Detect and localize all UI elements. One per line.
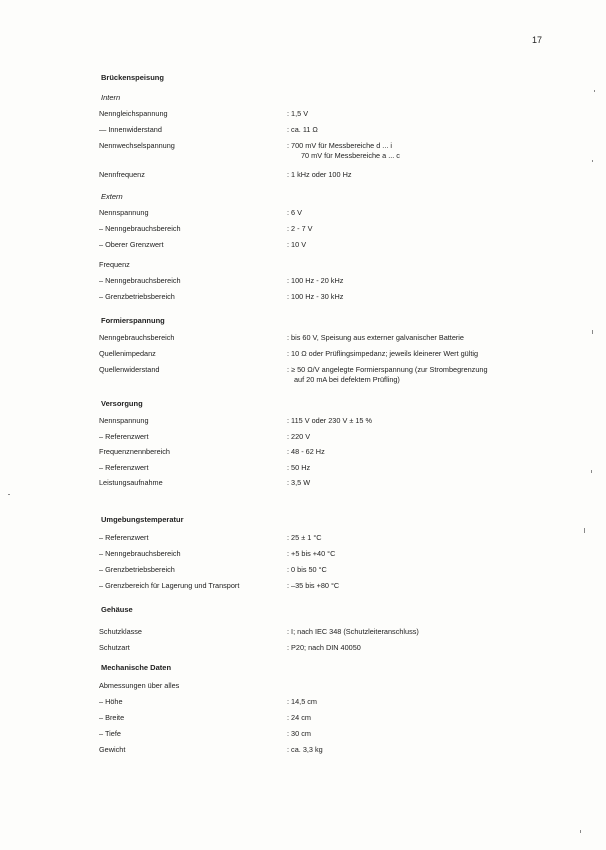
spec-value: : 100 Hz - 30 kHz <box>287 292 344 301</box>
spec-label: Leistungsaufnahme <box>99 478 163 487</box>
subsection-title-extern: Extern <box>101 192 123 201</box>
spec-label: Abmessungen über alles <box>99 681 180 690</box>
spec-label: – Grenzbereich für Lagerung und Transport <box>99 581 240 590</box>
spec-label: – Grenzbetriebsbereich <box>99 292 175 301</box>
spec-label: – Referenzwert <box>99 463 149 472</box>
scan-speck <box>8 494 10 495</box>
spec-label: Nennfrequenz <box>99 170 145 179</box>
spec-label: Nennwechselspannung <box>99 141 175 150</box>
spec-value: : bis 60 V, Speisung aus externer galvanischer Batterie <box>287 333 464 342</box>
section-title-ambient-temperature: Umgebungstemperatur <box>101 515 184 524</box>
spec-label: – Nenngebrauchsbereich <box>99 276 181 285</box>
spec-label: – Grenzbetriebsbereich <box>99 565 175 574</box>
spec-value: : 10 V <box>287 240 307 249</box>
spec-value-line: : 700 mV für Messbereiche d ... i <box>287 141 393 150</box>
spec-value: : 6 V <box>287 208 303 217</box>
spec-value <box>287 141 400 161</box>
spec-value: : 1 kHz oder 100 Hz <box>287 170 352 179</box>
spec-value: : 50 Hz <box>287 463 311 472</box>
spec-label: – Referenzwert <box>99 533 149 542</box>
spec-label: Schutzklasse <box>99 627 142 636</box>
spec-label: – Oberer Grenzwert <box>99 240 164 249</box>
spec-value <box>287 365 488 385</box>
scan-speck <box>591 470 592 473</box>
spec-label: Schutzart <box>99 643 130 652</box>
section-title-bridge-supply: Brückenspeisung <box>101 73 164 82</box>
section-title-housing: Gehäuse <box>101 605 133 614</box>
spec-value: : 220 V <box>287 432 311 441</box>
spec-label: Quellenimpedanz <box>99 349 156 358</box>
spec-label: Frequenznennbereich <box>99 447 170 456</box>
subsection-title-intern: Intern <box>101 93 121 102</box>
spec-value: : 0 bis 50 °C <box>287 565 327 574</box>
section-title-forming-voltage: Formierspannung <box>101 316 165 325</box>
spec-value: : I; nach IEC 348 (Schutzleiteranschluss) <box>287 627 419 636</box>
scan-speck <box>592 160 593 162</box>
spec-label: Nenngebrauchsbereich <box>99 333 175 342</box>
spec-value: : 25 ± 1 °C <box>287 533 322 542</box>
spec-value: : 30 cm <box>287 729 311 738</box>
section-title-supply: Versorgung <box>101 399 143 408</box>
spec-label: Frequenz <box>99 260 130 269</box>
spec-value: : +5 bis +40 °C <box>287 549 336 558</box>
page-number: 17 <box>532 35 543 45</box>
spec-label: – Höhe <box>99 697 123 706</box>
spec-value: : 1,5 V <box>287 109 309 118</box>
spec-value: : 100 Hz - 20 kHz <box>287 276 344 285</box>
spec-label: Nennspannung <box>99 208 149 217</box>
spec-label: Nennspannung <box>99 416 149 425</box>
scan-speck <box>580 830 581 833</box>
spec-value: : 48 - 62 Hz <box>287 447 325 456</box>
spec-value: : 24 cm <box>287 713 311 722</box>
section-title-mechanical-data: Mechanische Daten <box>101 663 172 672</box>
spec-label: Gewicht <box>99 745 126 754</box>
spec-label: – Nenngebrauchsbereich <box>99 549 181 558</box>
scan-speck <box>594 90 595 92</box>
spec-value: : ca. 3,3 kg <box>287 745 323 754</box>
spec-value: : 2 - 7 V <box>287 224 313 233</box>
scan-speck <box>592 330 593 334</box>
spec-value-line: : ≥ 50 Ω/V angelegte Formierspannung (zur Strombegrenzung <box>287 365 488 374</box>
spec-label: — Innenwiderstand <box>99 125 162 134</box>
spec-label: – Breite <box>99 713 125 722</box>
spec-value: : –35 bis +80 °C <box>287 581 340 590</box>
spec-value: : 10 Ω oder Prüflingsimpedanz; jeweils kleinerer Wert gültig <box>287 349 479 358</box>
scan-speck <box>584 528 585 533</box>
spec-value: : P20; nach DIN 40050 <box>287 643 361 652</box>
spec-value-line: auf 20 mA bei defektem Prüfling) <box>294 375 400 384</box>
spec-value: : 115 V oder 230 V ± 15 % <box>287 416 373 425</box>
spec-value-line: 70 mV für Messbereiche a ... c <box>301 151 400 160</box>
spec-label: – Tiefe <box>99 729 121 738</box>
spec-label: Nenngleichspannung <box>99 109 168 118</box>
spec-value: : ca. 11 Ω <box>287 125 318 134</box>
spec-label: Quellenwiderstand <box>99 365 160 374</box>
spec-label: – Nenngebrauchsbereich <box>99 224 181 233</box>
spec-value: : 3,5 W <box>287 478 311 487</box>
spec-value: : 14,5 cm <box>287 697 318 706</box>
spec-label: – Referenzwert <box>99 432 149 441</box>
